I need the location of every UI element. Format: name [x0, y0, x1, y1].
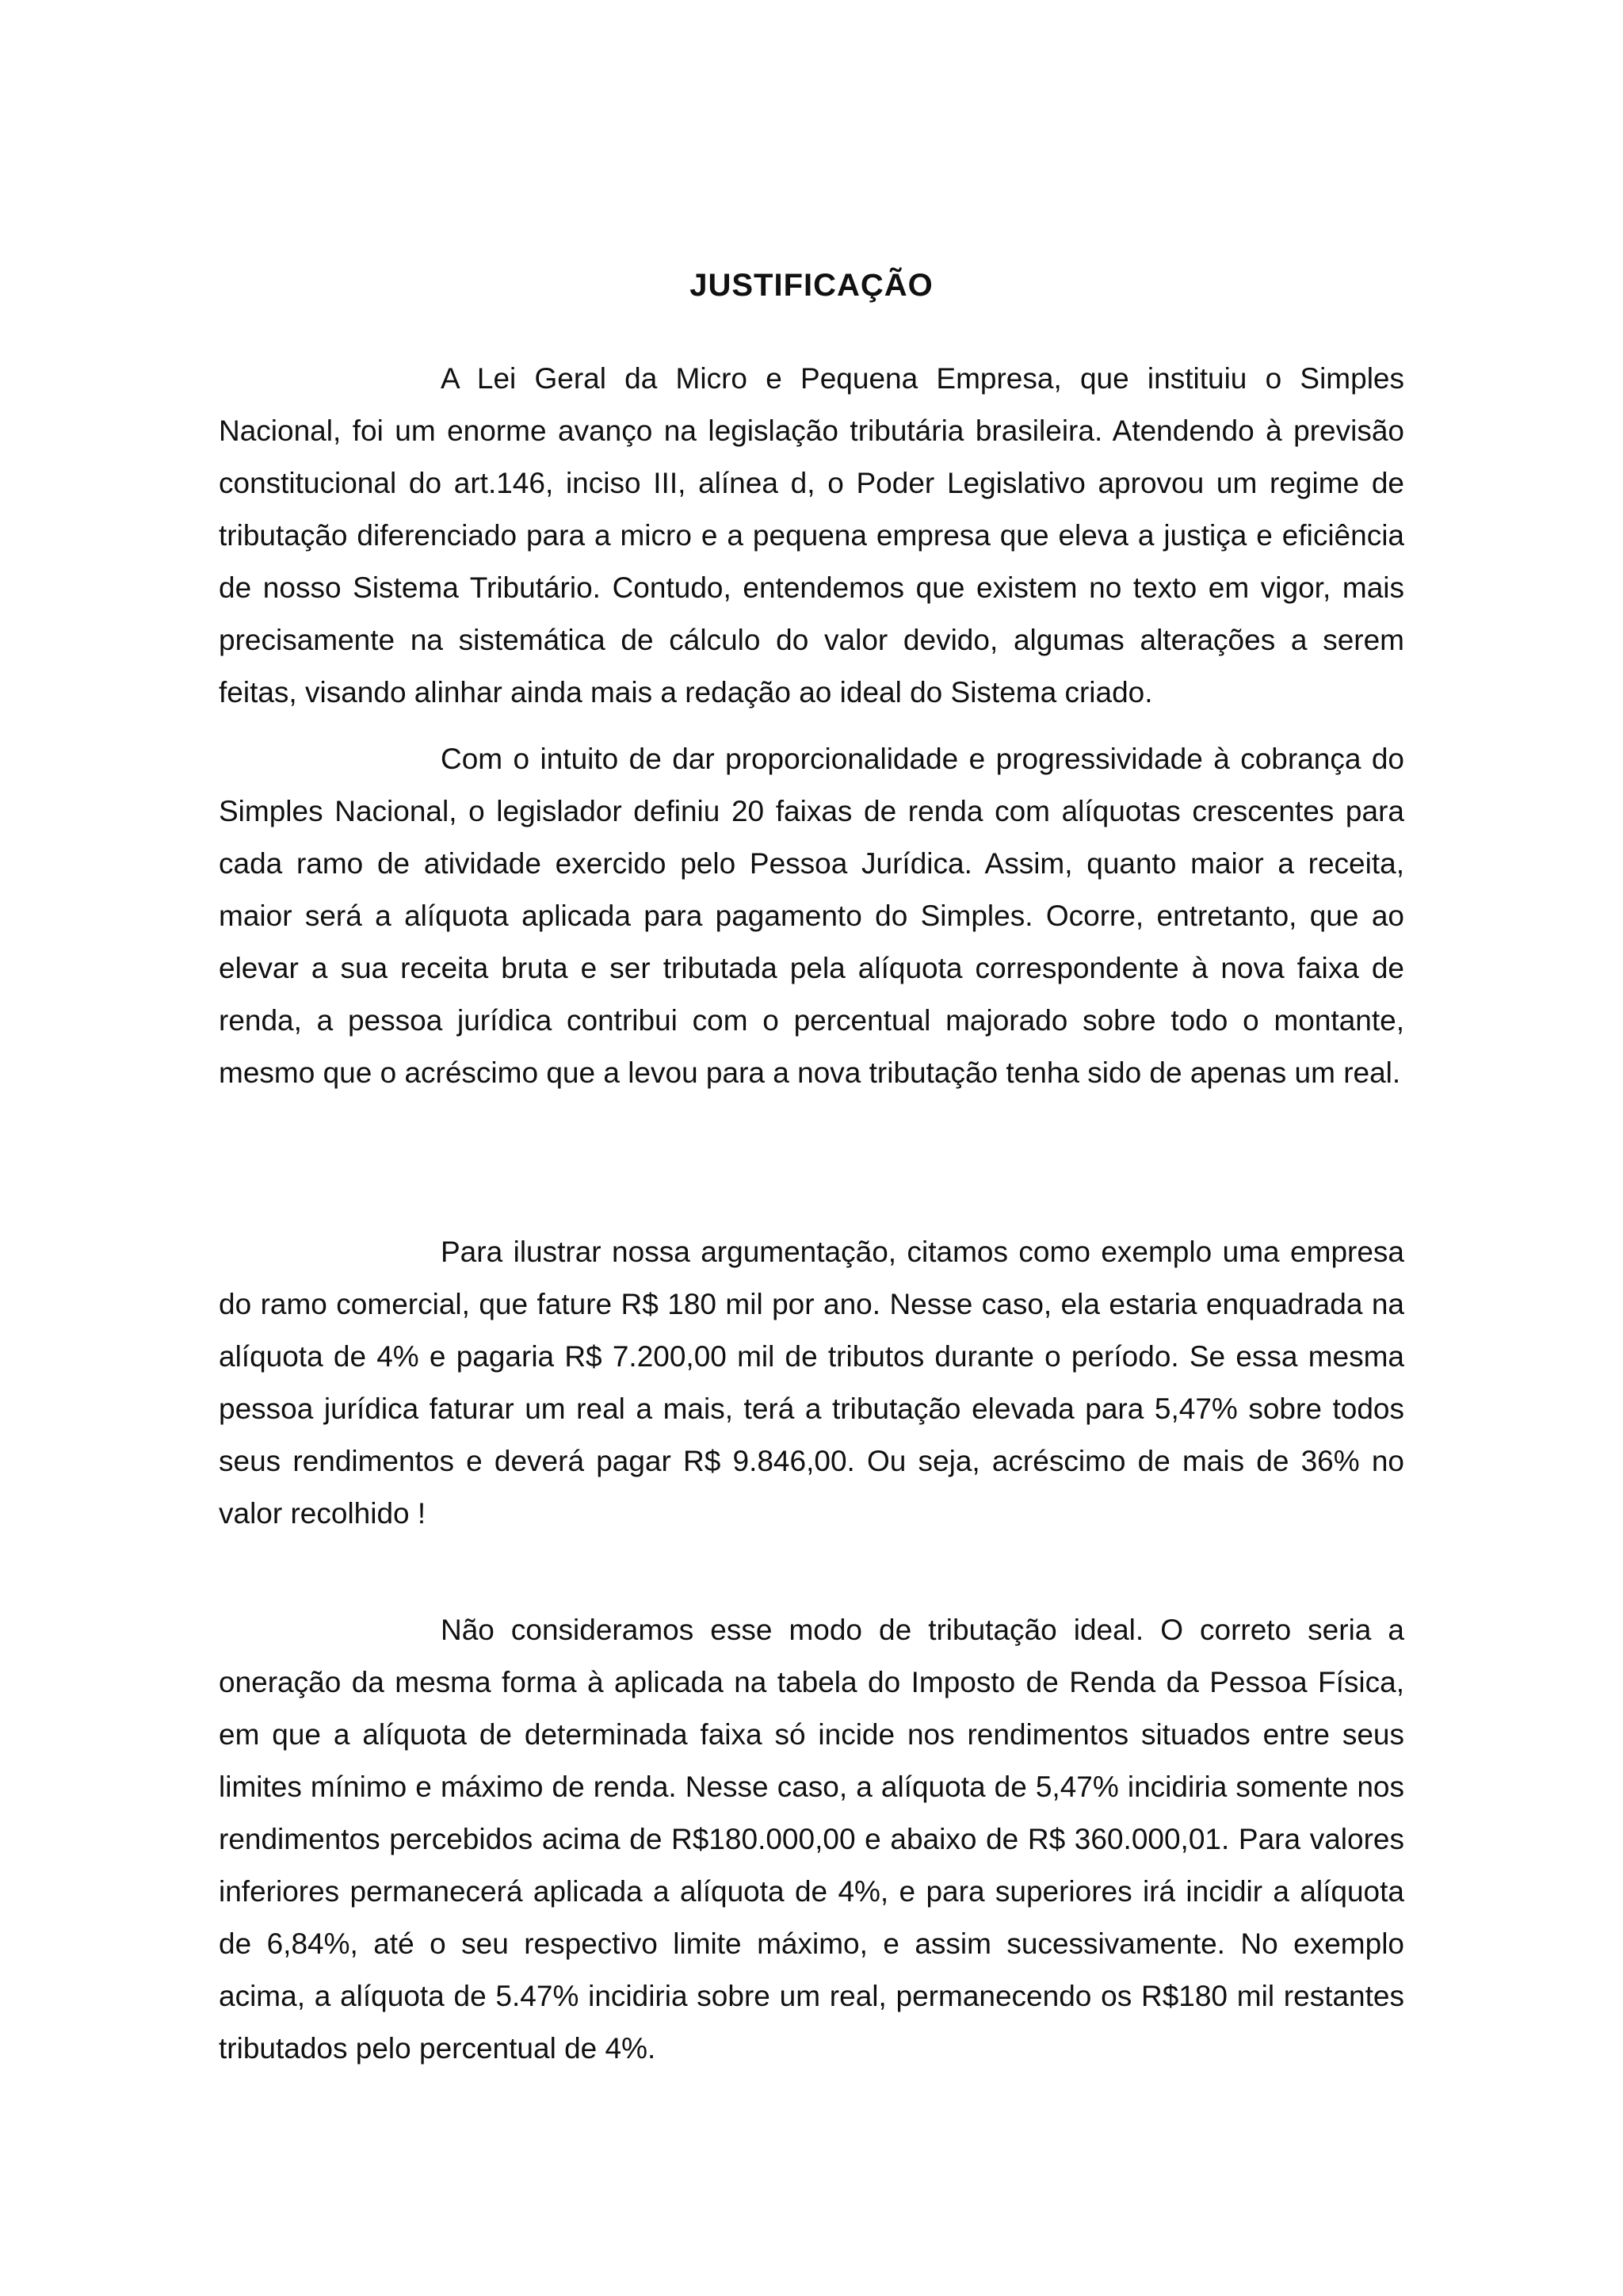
paragraph-example: Para ilustrar nossa argumentação, citamos como exemplo uma empresa do ramo comercial, que fature R$ 180 mil por ano. Nesse caso, ela estaria enquadrada na alíquota de 4% e pagaria R$ 7.200,00 mil de tributos durante o período. Se essa mesma pessoa jurídica faturar um real a mais, terá a tributação elevada para 5,47% sobre todos seus rendimentos e deverá pagar R$ 9.846,00. Ou seja, acréscimo de mais de 36% no valor recolhido ! — [219, 1236, 1404, 1530]
paragraph-progressivity: Com o intuito de dar proporcionalidade e progressividade à cobrança do Simples Nacional, o legislador definiu 20 faixas de renda com alíquotas crescentes para cada ramo de atividade exercido pelo Pessoa Jurídica. Assim, quanto maior a receita, maior será a alíquota aplicada para pagamento do Simples. Ocorre, entretanto, que ao elevar a sua receita bruta e ser tributada pela alíquota correspondente à nova faixa de renda, a pessoa jurídica contribui com o percentual majorado sobre todo o montante, mesmo que o acréscimo que a levou para a nova tributação tenha sido de apenas um real. — [219, 743, 1404, 1089]
document-title: JUSTIFICAÇÃO — [689, 268, 934, 303]
paragraph-intro: A Lei Geral da Micro e Pequena Empresa, que instituiu o Simples Nacional, foi um enorme avanço na legislação tributária brasileira. Atendendo à previsão constitucional do art.146, inciso III, alínea d, o Poder Legislativo aprovou um regime de tributação diferenciado para a micro e a pequena empresa que eleva a justiça e eficiência de nosso Sistema Tributário. Contudo, entendemos que existem no texto em vigor, mais precisamente na sistemática de cálculo do valor devido, algumas alterações a serem feitas, visando alinhar ainda mais a redação ao ideal do Sistema criado. — [219, 362, 1404, 709]
paragraph-proposal: Não consideramos esse modo de tributação ideal. O correto seria a oneração da mesma forma à aplicada na tabela do Imposto de Renda da Pessoa Física, em que a alíquota de determinada faixa só incide nos rendimentos situados entre seus limites mínimo e máximo de renda. Nesse caso, a alíquota de 5,47% incidiria somente nos rendimentos percebidos acima de R$180.000,00 e abaixo de R$ 360.000,01. Para valores inferiores permanecerá aplicada a alíquota de 4%, e para superiores irá incidir a alíquota de 6,84%, até o seu respectivo limite máximo, e assim sucessivamente. No exemplo acima, a alíquota de 5.47% incidiria sobre um real, permanecendo os R$180 mil restantes tributados pelo percentual de 4%. — [219, 1614, 1404, 2065]
